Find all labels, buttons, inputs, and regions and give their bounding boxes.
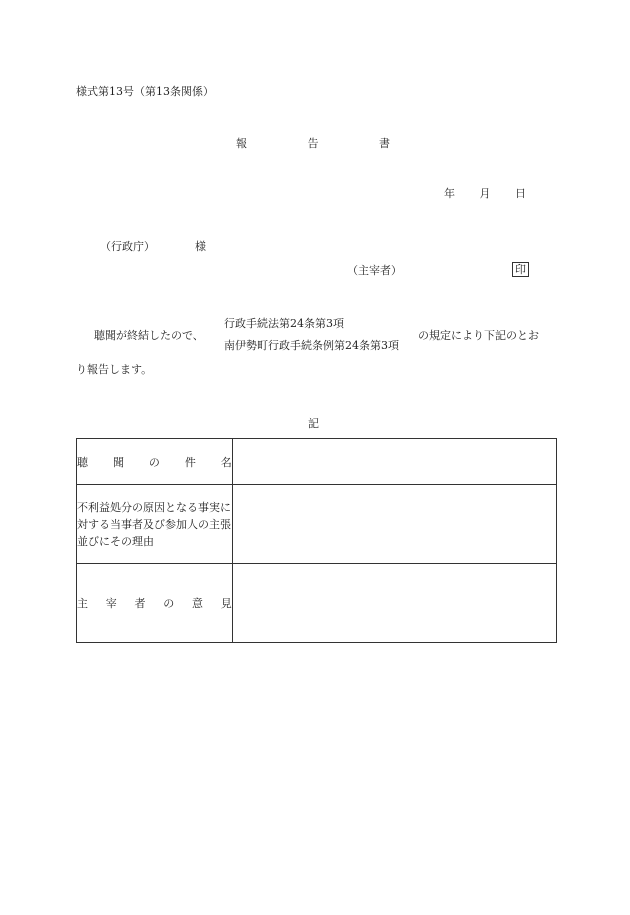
title-char: 書	[379, 137, 390, 150]
seal-box: 印	[512, 262, 529, 277]
presider-opinion-label	[77, 564, 233, 643]
presider-opinion-value[interactable]	[232, 564, 556, 643]
law-reference-2: 南伊勢町行政手続条例第24条第3項	[224, 339, 399, 352]
month-label: 月	[479, 187, 491, 200]
claims-and-reasons-label: 不利益処分の原因となる事実に対する当事者及び参加人の主張並びにその理由	[77, 485, 233, 564]
label-char: 聴	[77, 455, 88, 469]
label-char: 見	[220, 597, 232, 610]
year-label: 年	[444, 187, 455, 200]
form-number: 様式第13号（第13条関係）	[76, 85, 214, 98]
title-char: 報	[236, 137, 247, 150]
claims-and-reasons-value[interactable]	[232, 485, 556, 564]
label-char: 者	[134, 597, 146, 610]
label-char: の	[148, 455, 160, 469]
table-row	[77, 564, 557, 643]
day-label: 日	[515, 187, 526, 200]
body-lead: 聴聞が終結したので、	[94, 329, 204, 342]
seal-mark	[512, 263, 529, 277]
body-tail: の規定により下記のとお	[418, 329, 539, 342]
label-char: 名	[220, 455, 232, 469]
addressee-office: （行政庁）	[100, 240, 155, 253]
label-char: 意	[192, 597, 203, 610]
date-line	[444, 187, 526, 201]
label-char: の	[163, 597, 175, 610]
document-title	[236, 137, 390, 151]
label-char: 聞	[112, 455, 124, 469]
report-table	[76, 438, 557, 643]
label-char: 件	[184, 455, 196, 469]
table-row	[77, 485, 557, 564]
label-char: 宰	[105, 597, 117, 610]
presider-label: （主宰者）	[347, 264, 402, 277]
addressee-honorific: 様	[195, 240, 206, 253]
body-continuation: り報告します。	[76, 363, 153, 376]
title-char: 告	[307, 137, 319, 150]
label-char: 主	[77, 597, 88, 610]
ki-heading: 記	[308, 417, 319, 430]
hearing-case-name-label	[77, 439, 233, 485]
hearing-case-name-value[interactable]	[232, 439, 556, 485]
table-row	[77, 439, 557, 485]
law-reference-1: 行政手続法第24条第3項	[224, 317, 344, 330]
